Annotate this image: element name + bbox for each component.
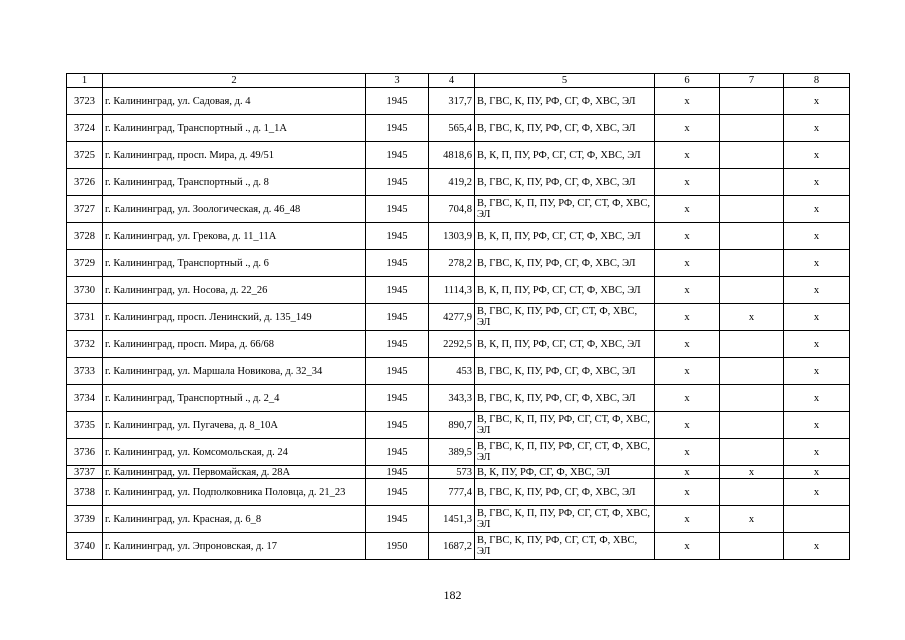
table-row	[67, 466, 850, 479]
address-cell: г. Калининград, ул. Комсомольская, д. 24	[103, 439, 366, 466]
area-cell: 573	[429, 466, 475, 479]
year-cell: 1945	[366, 439, 429, 466]
year-cell: 1945	[366, 479, 429, 506]
mark-cell-6: x	[655, 277, 720, 304]
address-cell: г. Калининград, Транспортный ., д. 1_1А	[103, 115, 366, 142]
services-cell: В, ГВС, К, ПУ, РФ, СГ, Ф, ХВС, ЭЛ	[475, 358, 655, 385]
address-cell: г. Калининград, Транспортный ., д. 2_4	[103, 385, 366, 412]
year-cell: 1945	[366, 385, 429, 412]
table-row	[67, 506, 850, 533]
address-cell: г. Калининград, ул. Эпроновская, д. 17	[103, 533, 366, 560]
mark-cell-8	[784, 506, 850, 533]
area-cell: 4277,9	[429, 304, 475, 331]
mark-cell-8: x	[784, 142, 850, 169]
row-number: 3733	[67, 358, 103, 385]
services-cell: В, ГВС, К, П, ПУ, РФ, СГ, СТ, Ф, ХВС, ЭЛ	[475, 412, 655, 439]
year-cell: 1950	[366, 533, 429, 560]
table-row	[67, 88, 850, 115]
mark-cell-6: x	[655, 358, 720, 385]
mark-cell-7	[720, 88, 784, 115]
services-cell: В, ГВС, К, П, ПУ, РФ, СГ, СТ, Ф, ХВС, ЭЛ	[475, 439, 655, 466]
mark-cell-7	[720, 479, 784, 506]
address-cell: г. Калининград, ул. Зоологическая, д. 46_48	[103, 196, 366, 223]
row-number: 3737	[67, 466, 103, 479]
mark-cell-8: x	[784, 479, 850, 506]
services-cell: В, ГВС, К, ПУ, РФ, СГ, Ф, ХВС, ЭЛ	[475, 250, 655, 277]
mark-cell-6: x	[655, 196, 720, 223]
address-cell: г. Калининград, ул. Носова, д. 22_26	[103, 277, 366, 304]
table-row	[67, 250, 850, 277]
row-number: 3736	[67, 439, 103, 466]
column-header: 8	[784, 74, 850, 88]
page-number: 182	[443, 588, 462, 602]
column-header: 5	[475, 74, 655, 88]
year-cell: 1945	[366, 277, 429, 304]
services-cell: В, ГВС, К, ПУ, РФ, СГ, СТ, Ф, ХВС, ЭЛ	[475, 304, 655, 331]
services-cell: В, ГВС, К, ПУ, РФ, СГ, Ф, ХВС, ЭЛ	[475, 88, 655, 115]
mark-cell-8: x	[784, 196, 850, 223]
area-cell: 4818,6	[429, 142, 475, 169]
area-cell: 1114,3	[429, 277, 475, 304]
mark-cell-8: x	[784, 169, 850, 196]
row-number: 3725	[67, 142, 103, 169]
table-row	[67, 115, 850, 142]
mark-cell-7	[720, 277, 784, 304]
mark-cell-8: x	[784, 412, 850, 439]
table-row	[67, 385, 850, 412]
mark-cell-6: x	[655, 412, 720, 439]
mark-cell-6: x	[655, 385, 720, 412]
year-cell: 1945	[366, 466, 429, 479]
mark-cell-7: x	[720, 304, 784, 331]
area-cell: 890,7	[429, 412, 475, 439]
services-cell: В, ГВС, К, ПУ, РФ, СГ, Ф, ХВС, ЭЛ	[475, 385, 655, 412]
mark-cell-7	[720, 358, 784, 385]
mark-cell-8: x	[784, 115, 850, 142]
mark-cell-7	[720, 223, 784, 250]
area-cell: 389,5	[429, 439, 475, 466]
address-cell: г. Калининград, ул. Садовая, д. 4	[103, 88, 366, 115]
mark-cell-7	[720, 196, 784, 223]
services-cell: В, ГВС, К, ПУ, РФ, СГ, Ф, ХВС, ЭЛ	[475, 169, 655, 196]
row-number: 3724	[67, 115, 103, 142]
mark-cell-8: x	[784, 304, 850, 331]
mark-cell-6: x	[655, 115, 720, 142]
mark-cell-6: x	[655, 533, 720, 560]
housing-registry-table	[66, 73, 850, 560]
row-number: 3730	[67, 277, 103, 304]
mark-cell-7	[720, 385, 784, 412]
address-cell: г. Калининград, Транспортный ., д. 8	[103, 169, 366, 196]
area-cell: 704,8	[429, 196, 475, 223]
mark-cell-6: x	[655, 169, 720, 196]
row-number: 3740	[67, 533, 103, 560]
table-row	[67, 358, 850, 385]
address-cell: г. Калининград, ул. Маршала Новикова, д. 32_34	[103, 358, 366, 385]
area-cell: 1303,9	[429, 223, 475, 250]
area-cell: 1451,3	[429, 506, 475, 533]
area-cell: 2292,5	[429, 331, 475, 358]
mark-cell-7	[720, 115, 784, 142]
mark-cell-6: x	[655, 223, 720, 250]
services-cell: В, К, ПУ, РФ, СГ, Ф, ХВС, ЭЛ	[475, 466, 655, 479]
row-number: 3738	[67, 479, 103, 506]
table-row	[67, 439, 850, 466]
mark-cell-7	[720, 533, 784, 560]
year-cell: 1945	[366, 304, 429, 331]
row-number: 3735	[67, 412, 103, 439]
row-number: 3723	[67, 88, 103, 115]
table-row	[67, 479, 850, 506]
mark-cell-6: x	[655, 439, 720, 466]
services-cell: В, ГВС, К, П, ПУ, РФ, СГ, СТ, Ф, ХВС, ЭЛ	[475, 506, 655, 533]
table-body	[67, 88, 850, 560]
mark-cell-6: x	[655, 250, 720, 277]
mark-cell-7	[720, 250, 784, 277]
mark-cell-7: x	[720, 506, 784, 533]
column-header: 1	[67, 74, 103, 88]
table-row	[67, 331, 850, 358]
address-cell: г. Калининград, Транспортный ., д. 6	[103, 250, 366, 277]
area-cell: 419,2	[429, 169, 475, 196]
mark-cell-6: x	[655, 506, 720, 533]
address-cell: г. Калининград, ул. Подполковника Половца, д. 21_23	[103, 479, 366, 506]
row-number: 3727	[67, 196, 103, 223]
row-number: 3734	[67, 385, 103, 412]
services-cell: В, К, П, ПУ, РФ, СГ, СТ, Ф, ХВС, ЭЛ	[475, 142, 655, 169]
year-cell: 1945	[366, 412, 429, 439]
year-cell: 1945	[366, 223, 429, 250]
column-header: 6	[655, 74, 720, 88]
area-cell: 565,4	[429, 115, 475, 142]
services-cell: В, К, П, ПУ, РФ, СГ, СТ, Ф, ХВС, ЭЛ	[475, 277, 655, 304]
column-header: 7	[720, 74, 784, 88]
table-row	[67, 223, 850, 250]
row-number: 3729	[67, 250, 103, 277]
column-header: 2	[103, 74, 366, 88]
services-cell: В, ГВС, К, П, ПУ, РФ, СГ, СТ, Ф, ХВС, ЭЛ	[475, 196, 655, 223]
mark-cell-6: x	[655, 142, 720, 169]
row-number: 3726	[67, 169, 103, 196]
year-cell: 1945	[366, 506, 429, 533]
row-number: 3731	[67, 304, 103, 331]
mark-cell-8: x	[784, 358, 850, 385]
table-row	[67, 169, 850, 196]
table-row	[67, 412, 850, 439]
area-cell: 453	[429, 358, 475, 385]
column-header: 3	[366, 74, 429, 88]
mark-cell-8: x	[784, 88, 850, 115]
services-cell: В, ГВС, К, ПУ, РФ, СГ, Ф, ХВС, ЭЛ	[475, 115, 655, 142]
table-row	[67, 277, 850, 304]
address-cell: г. Калининград, просп. Мира, д. 66/68	[103, 331, 366, 358]
area-cell: 278,2	[429, 250, 475, 277]
year-cell: 1945	[366, 331, 429, 358]
mark-cell-7	[720, 439, 784, 466]
services-cell: В, К, П, ПУ, РФ, СГ, СТ, Ф, ХВС, ЭЛ	[475, 331, 655, 358]
mark-cell-8: x	[784, 533, 850, 560]
table-row	[67, 304, 850, 331]
mark-cell-8: x	[784, 439, 850, 466]
address-cell: г. Калининград, просп. Мира, д. 49/51	[103, 142, 366, 169]
row-number: 3728	[67, 223, 103, 250]
header-row	[67, 74, 850, 88]
table-row	[67, 196, 850, 223]
services-cell: В, ГВС, К, ПУ, РФ, СГ, Ф, ХВС, ЭЛ	[475, 479, 655, 506]
year-cell: 1945	[366, 142, 429, 169]
services-cell: В, К, П, ПУ, РФ, СГ, СТ, Ф, ХВС, ЭЛ	[475, 223, 655, 250]
mark-cell-8: x	[784, 385, 850, 412]
address-cell: г. Калининград, просп. Ленинский, д. 135_149	[103, 304, 366, 331]
table-row	[67, 533, 850, 560]
mark-cell-7	[720, 331, 784, 358]
services-cell: В, ГВС, К, ПУ, РФ, СГ, СТ, Ф, ХВС, ЭЛ	[475, 533, 655, 560]
year-cell: 1945	[366, 115, 429, 142]
mark-cell-6: x	[655, 88, 720, 115]
year-cell: 1945	[366, 358, 429, 385]
column-header: 4	[429, 74, 475, 88]
address-cell: г. Калининград, ул. Пугачева, д. 8_10А	[103, 412, 366, 439]
mark-cell-8: x	[784, 466, 850, 479]
year-cell: 1945	[366, 196, 429, 223]
address-cell: г. Калининград, ул. Красная, д. 6_8	[103, 506, 366, 533]
mark-cell-6: x	[655, 479, 720, 506]
mark-cell-8: x	[784, 277, 850, 304]
address-cell: г. Калининград, ул. Грекова, д. 11_11А	[103, 223, 366, 250]
year-cell: 1945	[366, 88, 429, 115]
year-cell: 1945	[366, 169, 429, 196]
mark-cell-6: x	[655, 304, 720, 331]
mark-cell-6: x	[655, 331, 720, 358]
mark-cell-7	[720, 169, 784, 196]
area-cell: 343,3	[429, 385, 475, 412]
table-row	[67, 142, 850, 169]
mark-cell-8: x	[784, 223, 850, 250]
mark-cell-8: x	[784, 331, 850, 358]
address-cell: г. Калининград, ул. Первомайская, д. 28А	[103, 466, 366, 479]
mark-cell-8: x	[784, 250, 850, 277]
row-number: 3732	[67, 331, 103, 358]
area-cell: 777,4	[429, 479, 475, 506]
mark-cell-7: x	[720, 466, 784, 479]
year-cell: 1945	[366, 250, 429, 277]
mark-cell-7	[720, 412, 784, 439]
mark-cell-6: x	[655, 466, 720, 479]
area-cell: 317,7	[429, 88, 475, 115]
mark-cell-7	[720, 142, 784, 169]
area-cell: 1687,2	[429, 533, 475, 560]
row-number: 3739	[67, 506, 103, 533]
